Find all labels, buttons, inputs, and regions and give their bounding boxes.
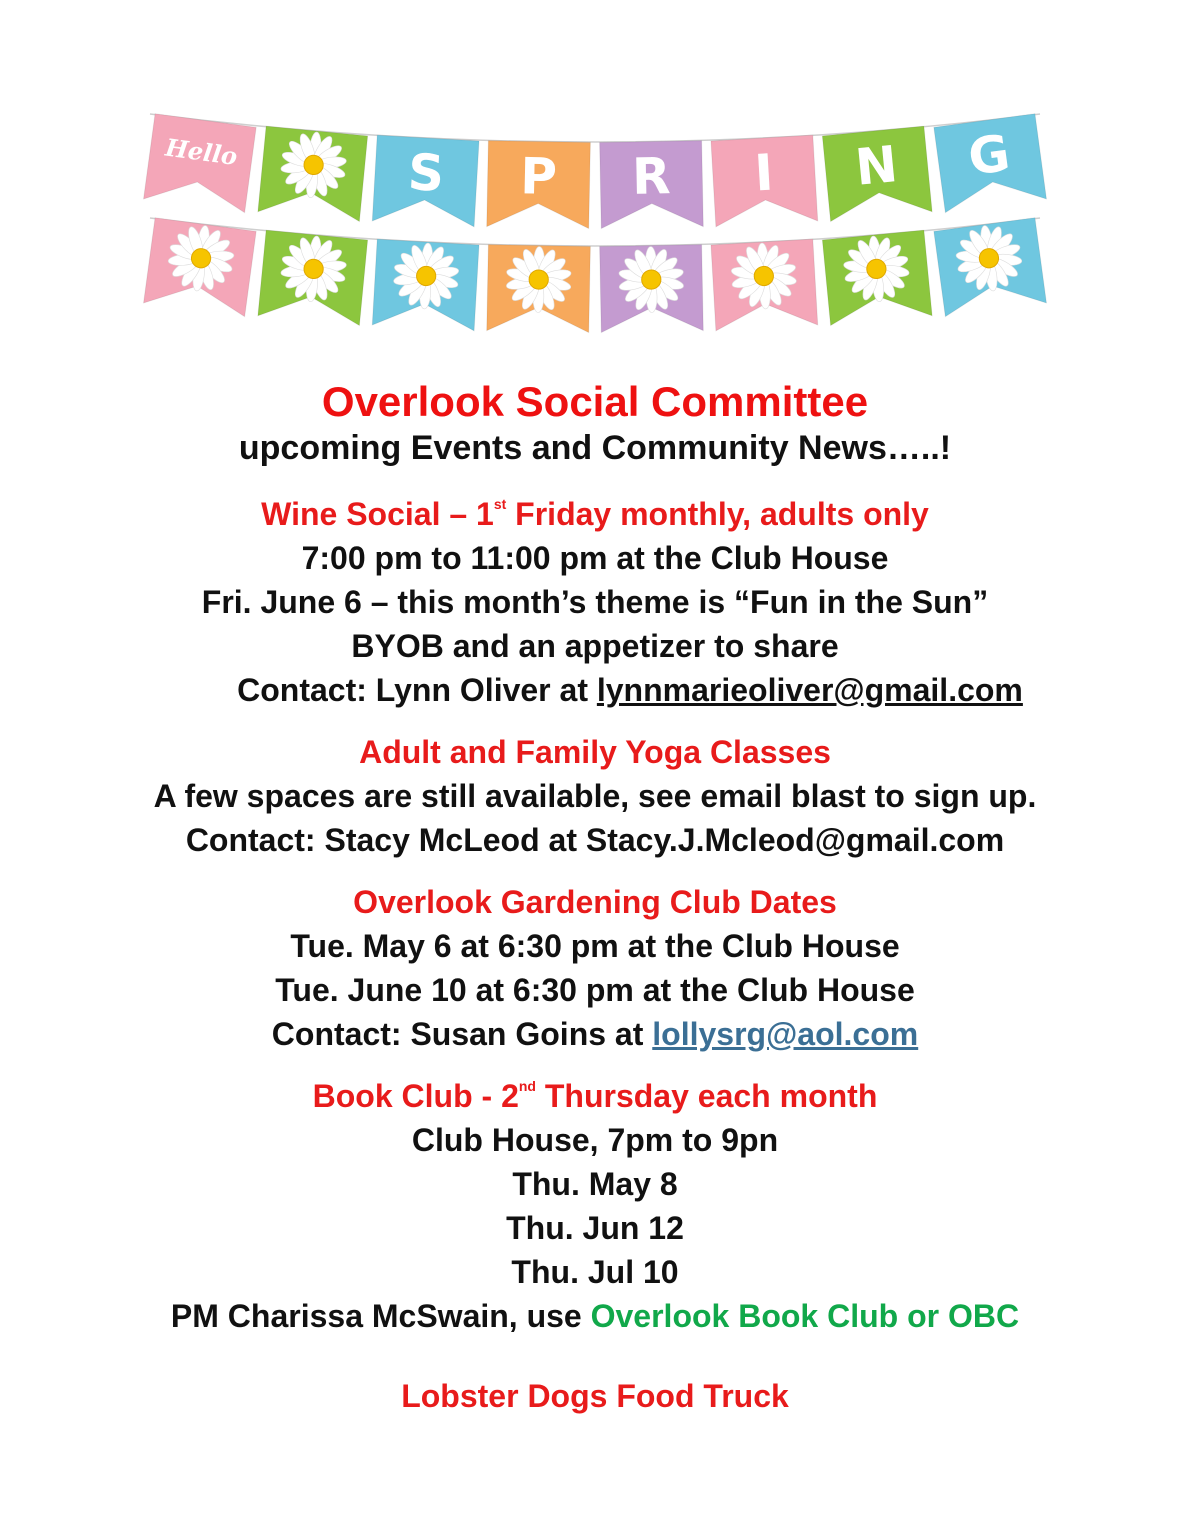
banner-letter: S <box>406 143 446 203</box>
banner-bottom-flag <box>934 218 1047 317</box>
wine-social-heading: Wine Social – 1st Friday monthly, adults only <box>261 496 929 532</box>
banner-top-flag <box>934 114 1047 213</box>
banner-bottom-flag <box>258 230 368 325</box>
banner-top-flag <box>600 141 704 229</box>
banner-letter: P <box>519 147 558 206</box>
wine-theme: Fri. June 6 – this month’s theme is “Fun in the Sun” <box>201 584 989 620</box>
banner-letter: I <box>752 143 775 203</box>
book-club-section <box>0 1074 1190 1338</box>
banner-top-flag <box>711 135 818 227</box>
banner-top-flag <box>144 114 257 213</box>
banner-bottom-flag <box>600 245 704 333</box>
book-club-date-1: Thu. May 8 <box>512 1166 678 1202</box>
gardening-contact-email-link[interactable]: lollysrg@aol.com <box>652 1016 919 1052</box>
banner-top-flag <box>487 141 591 229</box>
book-club-pm-keyword: Overlook Book Club or OBC <box>590 1298 1020 1334</box>
gardening-section <box>0 880 1190 1056</box>
wine-contact-email-link[interactable]: lynnmarieoliver@gmail.com <box>596 672 1023 708</box>
banner-letter: N <box>852 135 901 197</box>
wine-contact: Contact: Lynn Oliver at lynnmarieoliver@gmail.com <box>237 672 1023 708</box>
banner-top-flag <box>822 126 932 221</box>
gardening-heading: Overlook Gardening Club Dates <box>353 884 837 920</box>
gardening-contact: Contact: Susan Goins at lollysrg@aol.com <box>271 1016 919 1052</box>
banner-top-flag <box>258 126 368 221</box>
yoga-section <box>0 730 1190 862</box>
book-club-heading: Book Club - 2nd Thursday each month <box>312 1078 878 1114</box>
banner-letter: G <box>964 123 1014 187</box>
yoga-availability: A few spaces are still available, see email blast to sign up. <box>153 778 1037 814</box>
banner-bottom-flag <box>487 245 591 333</box>
banner-hello: Hello <box>163 132 240 171</box>
page-title: Overlook Social Committee <box>321 378 869 425</box>
wine-time: 7:00 pm to 11:00 pm at the Club House <box>301 540 889 576</box>
book-club-pm: PM Charissa McSwain, use Overlook Book Club or OBC <box>170 1298 1020 1334</box>
flyer-content <box>0 378 1190 1418</box>
banner-bottom-flag <box>372 239 479 331</box>
spring-banner <box>140 100 1050 360</box>
banner-bottom-flag <box>144 218 257 317</box>
yoga-heading: Adult and Family Yoga Classes <box>359 734 831 770</box>
banner-bottom-flag <box>822 230 932 325</box>
gardening-date-2: Tue. June 10 at 6:30 pm at the Club House <box>275 972 915 1008</box>
wine-byob: BYOB and an appetizer to share <box>351 628 839 664</box>
gardening-date-1: Tue. May 6 at 6:30 pm at the Club House <box>290 928 900 964</box>
banner-letter: R <box>631 147 672 206</box>
food-truck-heading: Lobster Dogs Food Truck <box>401 1378 789 1414</box>
banner-top-flag <box>372 135 479 227</box>
book-club-location: Club House, 7pm to 9pn <box>411 1122 779 1158</box>
book-club-date-2: Thu. Jun 12 <box>506 1210 684 1246</box>
book-club-date-3: Thu. Jul 10 <box>511 1254 679 1290</box>
banner-bottom-flag <box>711 239 818 331</box>
wine-social-section <box>0 492 1190 712</box>
page-subtitle: upcoming Events and Community News…..! <box>238 429 952 467</box>
yoga-contact: Contact: Stacy McLeod at Stacy.J.Mcleod@gmail.com <box>185 822 1005 858</box>
